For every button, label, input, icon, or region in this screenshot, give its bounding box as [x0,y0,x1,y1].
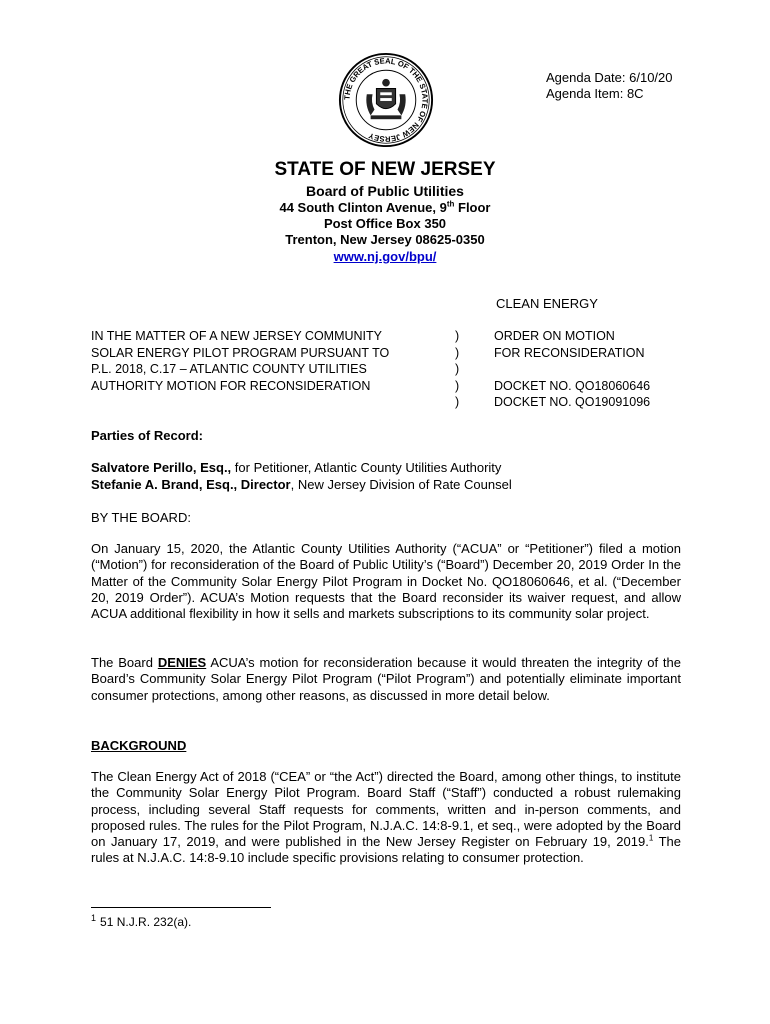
caption-line: IN THE MATTER OF A NEW JERSEY COMMUNITY [91,329,382,343]
footnote-divider [91,907,271,908]
category-label: CLEAN ENERGY [496,296,598,311]
parties-heading: Parties of Record: [91,428,203,443]
agenda-date: Agenda Date: 6/10/20 [546,70,673,85]
footnote: $^1$ 51 N.J.R. 232(a). [91,913,192,929]
city-line: Trenton, New Jersey 08625-0350 [285,232,485,247]
caption-parentheses: ) ) ) ) ) [455,329,460,409]
state-seal-logo [338,52,434,148]
paragraph-motion-summary: On January 15, 2020, the Atlantic County Utilities Authority (“ACUA” or “Petitioner”) filed a motion (“Motion”) for reconsideration of the Board of Public Utility’s (“Board”) December 20, 2019 Order In the Matter of the Community Solar Energy Pilot Program in Docket No. QO18060646, et al. (“December 20, 2019 Order”). ACUA’s Motion requests that the Board reconsider its waiver request, and allow ACUA additional flexibility in how it sells and markets subscriptions to its community solar project. [91,541,681,622]
paragraph-decision: The Board DENIES ACUA’s motion for reconsideration because it would threaten the integrity of the Board’s Community Solar Energy Pilot Program (“Pilot Program”) and potentially eliminate important consumer protections, among other reasons, as discussed in more detail below. [91,655,681,703]
party-entry: Salvatore Perillo, Esq., for Petitioner, Atlantic County Utilities Authority [91,460,502,475]
by-the-board: BY THE BOARD: [91,510,191,525]
letterhead [0,158,770,266]
order-title-block [494,328,650,411]
footnote-reference: 1 [648,833,654,843]
agenda-item: Agenda Item: 8C [546,86,644,101]
docket-number: DOCKET NO. QO18060646 [494,378,651,393]
party-entry: Stefanie A. Brand, Esq., Director, New Jersey Division of Rate Counsel [91,476,512,492]
caption-line: AUTHORITY MOTION FOR RECONSIDERATION [91,378,371,393]
parties-list [91,460,512,493]
background-heading: BACKGROUND [91,738,187,753]
po-box: Post Office Box 350 [323,216,447,231]
denies-emphasis: DENIES [157,655,207,670]
paragraph-background: The Clean Energy Act of 2018 (“CEA” or “the Act”) directed the Board, among other things, to institute the Community Solar Energy Pilot Program. Board Staff (“Staff”) conducted a robust rulemaking process, including several Staff requests for comments, written and in-person comments, and proposed rules. The rules for the Pilot Program, N.J.A.C. 14:8-9.1, et seq., were adopted by the Board on January 17, 2019, and were published in the New Jersey Register on February 19, 2019.$^1$ The rules at N.J.A.C. 14:8-9.10 include specific provisions relating to consumer protection. [91,769,681,866]
seal-ring-text: THE GREAT SEAL OF THE STATE OF NEW JERSEY [342,56,430,144]
order-title-line: ORDER ON MOTION [494,329,615,343]
bpu-website-link[interactable]: www.nj.gov/bpu/ [333,249,437,264]
case-caption [91,328,443,394]
street-address: 44 South Clinton Avenue, 9th Floor [279,199,491,215]
board-name: Board of Public Utilities [306,183,464,199]
order-title-line: FOR RECONSIDERATION [494,345,645,360]
caption-line: SOLAR ENERGY PILOT PROGRAM PURSUANT TO [91,345,390,360]
docket-number: DOCKET NO. QO19091096 [494,395,651,409]
state-title: STATE OF NEW JERSEY [274,159,496,180]
agenda-block [546,70,673,102]
caption-line: P.L. 2018, C.17 – ATLANTIC COUNTY UTILITIES [91,362,367,376]
